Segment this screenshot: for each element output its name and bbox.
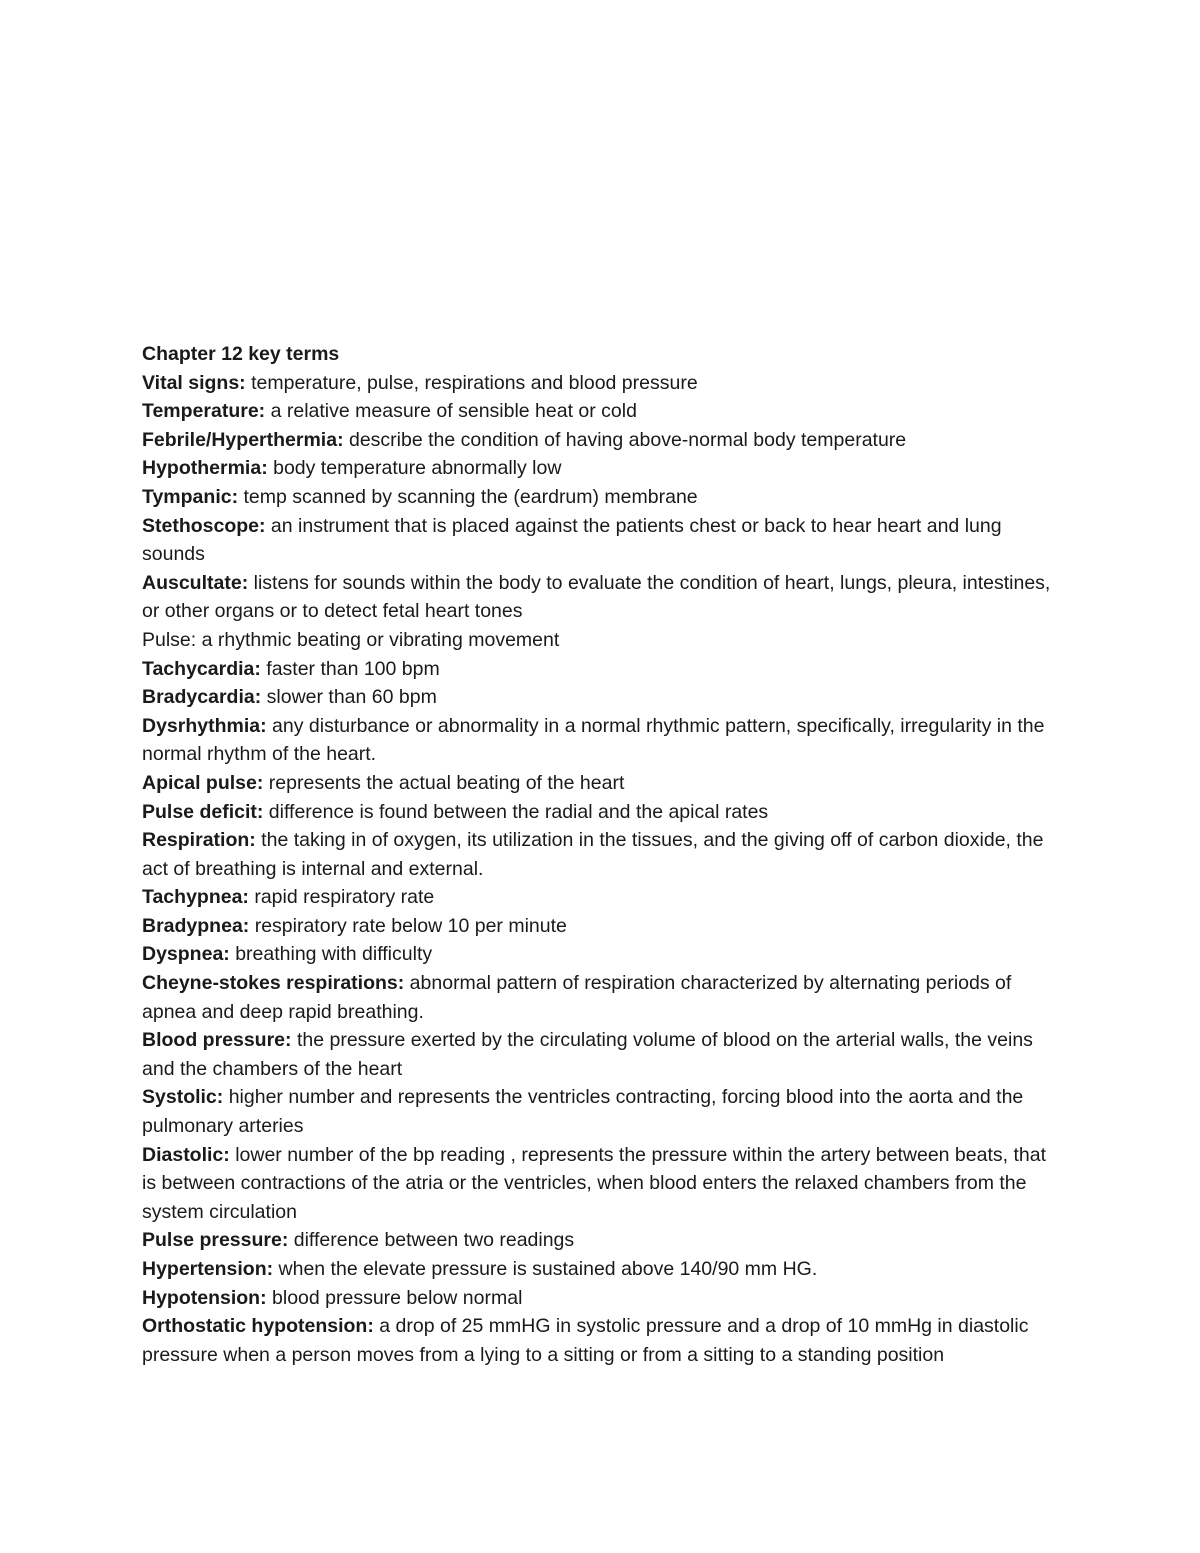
term-entry	[142, 369, 1057, 398]
term-definition: difference between two readings	[288, 1229, 575, 1252]
term-entry	[142, 483, 1057, 512]
term-definition: abnormal pattern of respiration characterized by alternating periods of apnea and deep rapid breathing.	[142, 972, 1012, 1023]
term-label: Orthostatic hypotension:	[142, 1315, 374, 1338]
term-label: Respiration:	[142, 829, 256, 852]
term-entry	[142, 1226, 1057, 1255]
term-definition: temperature, pulse, respirations and blood pressure	[245, 371, 698, 394]
term-definition: blood pressure below normal	[266, 1286, 523, 1309]
term-entry	[142, 454, 1057, 483]
term-definition: any disturbance or abnormality in a normal rhythmic pattern, specifically, irregularity in the normal rhythm of the heart.	[142, 714, 1045, 766]
term-entry	[142, 969, 1057, 1026]
term-label: Hypothermia:	[142, 457, 268, 480]
term-entry	[142, 1026, 1057, 1083]
term-definition: a drop of 25 mmHG in systolic pressure and a drop of 10 mmHg in diastolic pressure when a person moves from a lying to a sitting or from a sitting to a standing position	[142, 1315, 1029, 1366]
term-entry	[142, 883, 1057, 912]
term-label: Dysrhythmia:	[142, 714, 267, 737]
term-definition: breathing with difficulty	[229, 943, 433, 966]
term-label: Febrile/Hyperthermia:	[142, 428, 344, 451]
term-definition: slower than 60 bpm	[261, 686, 437, 709]
term-entry	[142, 798, 1057, 827]
term-label: Diastolic:	[142, 1143, 230, 1166]
term-label: Hypotension:	[142, 1286, 267, 1309]
term-label: Auscultate:	[142, 571, 249, 594]
term-entry	[142, 912, 1057, 941]
term-definition: the pressure exerted by the circulating volume of blood on the arterial walls, the veins and the chambers of the heart	[142, 1029, 1033, 1080]
term-definition: difference is found between the radial and the apical rates	[263, 800, 769, 823]
term-label: Bradypnea:	[142, 914, 250, 937]
term-entry	[142, 569, 1057, 626]
document-title: Chapter 12 key terms	[142, 343, 340, 365]
term-definition: a relative measure of sensible heat or cold	[265, 400, 637, 423]
term-entry	[142, 655, 1057, 684]
term-entry	[142, 683, 1057, 712]
term-label: Pulse pressure:	[142, 1229, 289, 1252]
term-definition: describe the condition of having above-normal body temperature	[343, 428, 907, 451]
term-entry	[142, 1284, 1057, 1313]
term-label: Tachypnea:	[142, 886, 249, 909]
term-entry	[142, 769, 1057, 798]
term-definition: Pulse: a rhythmic beating or vibrating movement	[142, 628, 560, 651]
term-entry	[142, 1083, 1057, 1140]
term-label: Dyspnea:	[142, 943, 230, 966]
term-entry	[142, 712, 1057, 769]
term-entry	[142, 1255, 1057, 1284]
term-entry	[142, 626, 1057, 655]
term-definition: faster than 100 bpm	[260, 657, 440, 680]
term-label: Apical pulse:	[142, 771, 264, 794]
term-definition: temp scanned by scanning the (eardrum) membrane	[238, 485, 698, 508]
term-label: Cheyne-stokes respirations:	[142, 972, 405, 995]
term-label: Vital signs:	[142, 371, 246, 394]
term-entry	[142, 826, 1057, 883]
term-definition: the taking in of oxygen, its utilization in the tissues, and the giving off of carbon dioxide, the act of breathing is internal and external.	[142, 829, 1044, 880]
term-definition: lower number of the bp reading , represents the pressure within the artery between beats, that is between contractions of the atria or the ventricles, when blood enters the relaxed chambers from the system circulation	[142, 1143, 1046, 1223]
term-entry	[142, 512, 1057, 569]
term-definition: higher number and represents the ventricles contracting, forcing blood into the aorta and the pulmonary arteries	[142, 1086, 1024, 1138]
term-label: Systolic:	[142, 1086, 224, 1109]
term-label: Hypertension:	[142, 1258, 274, 1280]
term-label: Bradycardia:	[142, 686, 262, 709]
term-label: Temperature:	[142, 400, 266, 423]
term-definition: listens for sounds within the body to evaluate the condition of heart, lungs, pleura, intestines, or other organs or to detect fetal heart tones	[142, 571, 1051, 623]
document-body	[142, 340, 1057, 1369]
term-entry	[142, 940, 1057, 969]
term-definition: represents the actual beating of the heart	[263, 771, 625, 794]
term-definition: respiratory rate below 10 per minute	[249, 914, 567, 937]
term-definition: an instrument that is placed against the patients chest or back to hear heart and lung sounds	[142, 514, 1002, 566]
term-entry	[142, 1141, 1057, 1227]
term-label: Pulse deficit:	[142, 800, 264, 823]
term-definition: when the elevate pressure is sustained above 140/90 mm HG.	[273, 1258, 818, 1280]
term-definition: body temperature abnormally low	[267, 457, 562, 480]
term-definition: rapid respiratory rate	[248, 886, 435, 909]
term-label: Stethoscope:	[142, 514, 266, 537]
term-entry	[142, 397, 1057, 426]
term-label: Tachycardia:	[142, 657, 261, 680]
term-entry	[142, 426, 1057, 455]
term-entry	[142, 1312, 1057, 1369]
term-label: Tympanic:	[142, 485, 239, 508]
term-label: Blood pressure:	[142, 1029, 292, 1052]
